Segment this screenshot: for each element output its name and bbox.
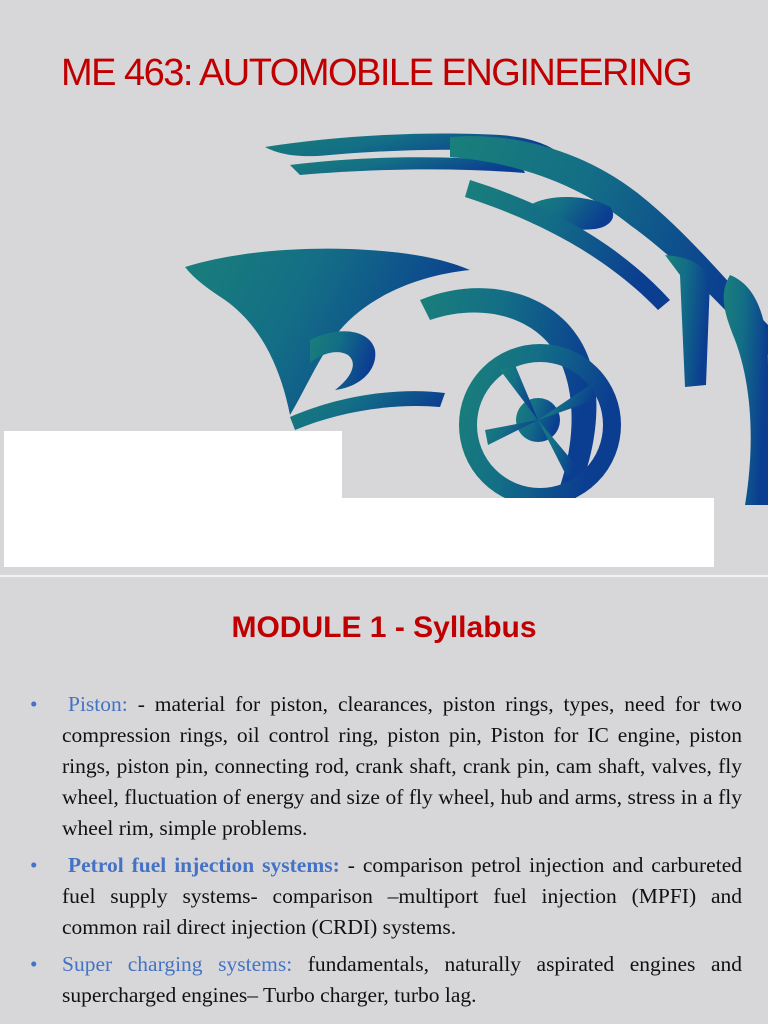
topic-separator: :: [121, 692, 128, 716]
white-overlay-block: [342, 498, 714, 567]
topic-description: fundamentals, naturally aspirated engines and supercharged engines– Turbo charger, turbo lag.: [62, 952, 742, 1007]
topic-label: Piston: [68, 692, 122, 716]
bullet-point: •: [30, 952, 38, 976]
bullet-point: •: [30, 853, 38, 877]
list-item: [30, 689, 742, 844]
slide-syllabus: [0, 577, 768, 1024]
module-title: MODULE 1 - Syllabus: [231, 611, 537, 644]
topic-label: Petrol fuel injection systems:: [68, 853, 340, 877]
topic-separator: :: [286, 952, 293, 976]
topic-label: Super charging systems: [62, 952, 287, 976]
bullet-point: •: [30, 692, 38, 716]
list-item: [30, 850, 742, 943]
topic-description: - comparison petrol injection and carbureted fuel supply systems- comparison –multiport fuel injection (MPFI) and common rail direct injection (CRDI) systems.: [62, 853, 742, 939]
syllabus-list: [30, 689, 742, 1017]
course-title: ME 463: AUTOMOBILE ENGINEERING: [60, 52, 692, 94]
topic-description: - material for piston, clearances, piston rings, types, need for two compression rings, oil control ring, piston pin, Piston for IC engine, piston rings, piston pin, connecting rod, crank shaft, crank pin, cam shaft, valves, fly wheel, fluctuation of energy and size of fly wheel, hub and arms, stress in a fly wheel rim, simple problems.: [62, 692, 742, 840]
white-overlay-block: [4, 431, 342, 567]
list-item: [30, 949, 742, 1011]
